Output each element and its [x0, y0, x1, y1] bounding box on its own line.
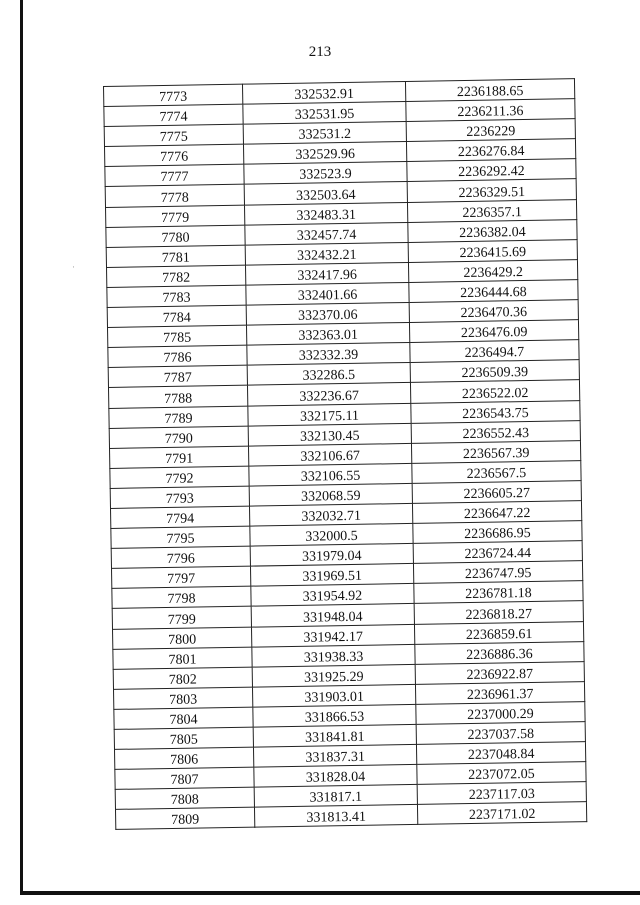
y-coordinate-cell: 2236494.7 — [410, 340, 579, 363]
point-id-cell: 7791 — [110, 446, 249, 468]
point-id-cell: 7783 — [107, 285, 246, 307]
y-coordinate-cell: 2236567.39 — [411, 440, 580, 463]
x-coordinate-cell: 331954.92 — [251, 584, 414, 607]
x-coordinate-cell: 332523.9 — [244, 162, 407, 185]
point-id-cell: 7792 — [110, 466, 249, 488]
point-id-cell: 7805 — [114, 727, 253, 749]
y-coordinate-cell: 2236552.43 — [411, 420, 580, 443]
x-coordinate-cell: 332068.59 — [249, 483, 412, 506]
x-coordinate-cell: 332106.55 — [249, 463, 412, 486]
point-id-cell: 7802 — [113, 667, 252, 689]
y-coordinate-cell: 2236292.42 — [407, 159, 576, 182]
x-coordinate-cell: 332363.01 — [246, 323, 409, 346]
y-coordinate-cell: 2236781.18 — [414, 581, 583, 604]
x-coordinate-cell: 332531.95 — [243, 102, 406, 125]
point-id-cell: 7798 — [112, 586, 251, 608]
point-id-cell: 7778 — [105, 185, 244, 207]
point-id-cell: 7781 — [106, 245, 245, 267]
x-coordinate-cell: 331969.51 — [250, 564, 413, 587]
point-id-cell: 7795 — [111, 526, 250, 548]
y-coordinate-cell: 2236605.27 — [412, 481, 581, 504]
point-id-cell: 7807 — [115, 767, 254, 789]
y-coordinate-cell: 2236415.69 — [408, 239, 577, 262]
x-coordinate-cell: 331828.04 — [254, 765, 417, 788]
point-id-cell: 7801 — [113, 647, 252, 669]
point-id-cell: 7780 — [106, 225, 245, 247]
x-coordinate-cell: 331979.04 — [250, 544, 413, 567]
y-coordinate-cell: 2237048.84 — [416, 742, 585, 765]
y-coordinate-cell: 2236444.68 — [409, 280, 578, 303]
point-id-cell: 7794 — [111, 506, 250, 528]
y-coordinate-cell: 2236429.2 — [408, 260, 577, 283]
x-coordinate-cell: 332332.39 — [247, 343, 410, 366]
x-coordinate-cell: 332432.21 — [245, 242, 408, 265]
x-coordinate-cell: 331841.81 — [253, 724, 416, 747]
x-coordinate-cell: 332130.45 — [248, 423, 411, 446]
point-id-cell: 7808 — [115, 787, 254, 809]
point-id-cell: 7784 — [107, 305, 246, 327]
point-id-cell: 7800 — [113, 627, 252, 649]
y-coordinate-cell: 2236818.27 — [414, 601, 583, 624]
x-coordinate-cell: 332529.96 — [243, 142, 406, 165]
point-id-cell: 7789 — [109, 406, 248, 428]
y-coordinate-cell: 2237171.02 — [417, 802, 586, 825]
scan-speck: · — [72, 262, 75, 272]
coordinate-table-body — [104, 79, 587, 830]
x-coordinate-cell: 331948.04 — [251, 604, 414, 627]
y-coordinate-cell: 2236886.36 — [415, 641, 584, 664]
y-coordinate-cell: 2236188.65 — [405, 79, 574, 102]
x-coordinate-cell: 332532.91 — [242, 81, 405, 104]
point-id-cell: 7775 — [104, 124, 243, 146]
x-coordinate-cell: 332000.5 — [250, 523, 413, 546]
point-id-cell: 7785 — [108, 325, 247, 347]
y-coordinate-cell: 2237037.58 — [416, 722, 585, 745]
x-coordinate-cell: 331837.31 — [253, 744, 416, 767]
x-coordinate-cell: 331817.1 — [254, 785, 417, 808]
point-id-cell: 7797 — [112, 566, 251, 588]
y-coordinate-cell: 2236961.37 — [415, 681, 584, 704]
x-coordinate-cell: 332175.11 — [248, 403, 411, 426]
y-coordinate-cell: 2236470.36 — [409, 300, 578, 323]
point-id-cell: 7788 — [109, 386, 248, 408]
x-coordinate-cell: 331866.53 — [253, 704, 416, 727]
y-coordinate-cell: 2236647.22 — [412, 501, 581, 524]
point-id-cell: 7809 — [116, 807, 255, 829]
x-coordinate-cell: 331903.01 — [252, 684, 415, 707]
y-coordinate-cell: 2237072.05 — [417, 762, 586, 785]
y-coordinate-cell: 2236276.84 — [406, 139, 575, 162]
y-coordinate-cell: 2236509.39 — [410, 360, 579, 383]
point-id-cell: 7782 — [107, 265, 246, 287]
point-id-cell: 7787 — [108, 365, 247, 387]
x-coordinate-cell: 332286.5 — [247, 363, 410, 386]
point-id-cell: 7799 — [112, 607, 251, 629]
x-coordinate-cell: 332417.96 — [245, 262, 408, 285]
point-id-cell: 7773 — [104, 84, 243, 106]
x-coordinate-cell: 332457.74 — [245, 222, 408, 245]
y-coordinate-cell: 2236543.75 — [411, 400, 580, 423]
y-coordinate-cell: 2236922.87 — [415, 661, 584, 684]
y-coordinate-cell: 2236859.61 — [414, 621, 583, 644]
x-coordinate-cell: 332503.64 — [244, 182, 407, 205]
point-id-cell: 7777 — [105, 165, 244, 187]
y-coordinate-cell: 2236229 — [406, 119, 575, 142]
point-id-cell: 7786 — [108, 345, 247, 367]
x-coordinate-cell: 332531.2 — [243, 122, 406, 145]
y-coordinate-cell: 2236686.95 — [413, 521, 582, 544]
point-id-cell: 7796 — [111, 546, 250, 568]
page-number: 213 — [308, 44, 332, 60]
y-coordinate-cell: 2236567.5 — [412, 460, 581, 483]
x-coordinate-cell: 332106.67 — [248, 443, 411, 466]
y-coordinate-cell: 2236357.1 — [407, 199, 576, 222]
y-coordinate-cell: 2236382.04 — [408, 219, 577, 242]
y-coordinate-cell: 2236211.36 — [406, 99, 575, 122]
x-coordinate-cell: 332032.71 — [249, 503, 412, 526]
y-coordinate-cell: 2236522.02 — [410, 380, 579, 403]
point-id-cell: 7804 — [114, 707, 253, 729]
x-coordinate-cell: 331938.33 — [252, 644, 415, 667]
point-id-cell: 7776 — [105, 144, 244, 166]
x-coordinate-cell: 332370.06 — [246, 302, 409, 325]
y-coordinate-cell: 2237000.29 — [416, 702, 585, 725]
y-coordinate-cell: 2236476.09 — [409, 320, 578, 343]
x-coordinate-cell: 332401.66 — [246, 282, 409, 305]
x-coordinate-cell: 331925.29 — [252, 664, 415, 687]
x-coordinate-cell: 332483.31 — [244, 202, 407, 225]
x-coordinate-cell: 332236.67 — [247, 383, 410, 406]
y-coordinate-cell: 2236747.95 — [413, 561, 582, 584]
point-id-cell: 7803 — [114, 687, 253, 709]
point-id-cell: 7793 — [110, 486, 249, 508]
x-coordinate-cell: 331942.17 — [251, 624, 414, 647]
point-id-cell: 7774 — [104, 104, 243, 126]
point-id-cell: 7806 — [115, 747, 254, 769]
y-coordinate-cell: 2236724.44 — [413, 541, 582, 564]
y-coordinate-cell: 2237117.03 — [417, 782, 586, 805]
x-coordinate-cell: 331813.41 — [254, 805, 417, 828]
point-id-cell: 7790 — [109, 426, 248, 448]
point-id-cell: 7779 — [106, 205, 245, 227]
coordinate-table — [103, 78, 587, 830]
y-coordinate-cell: 2236329.51 — [407, 179, 576, 202]
